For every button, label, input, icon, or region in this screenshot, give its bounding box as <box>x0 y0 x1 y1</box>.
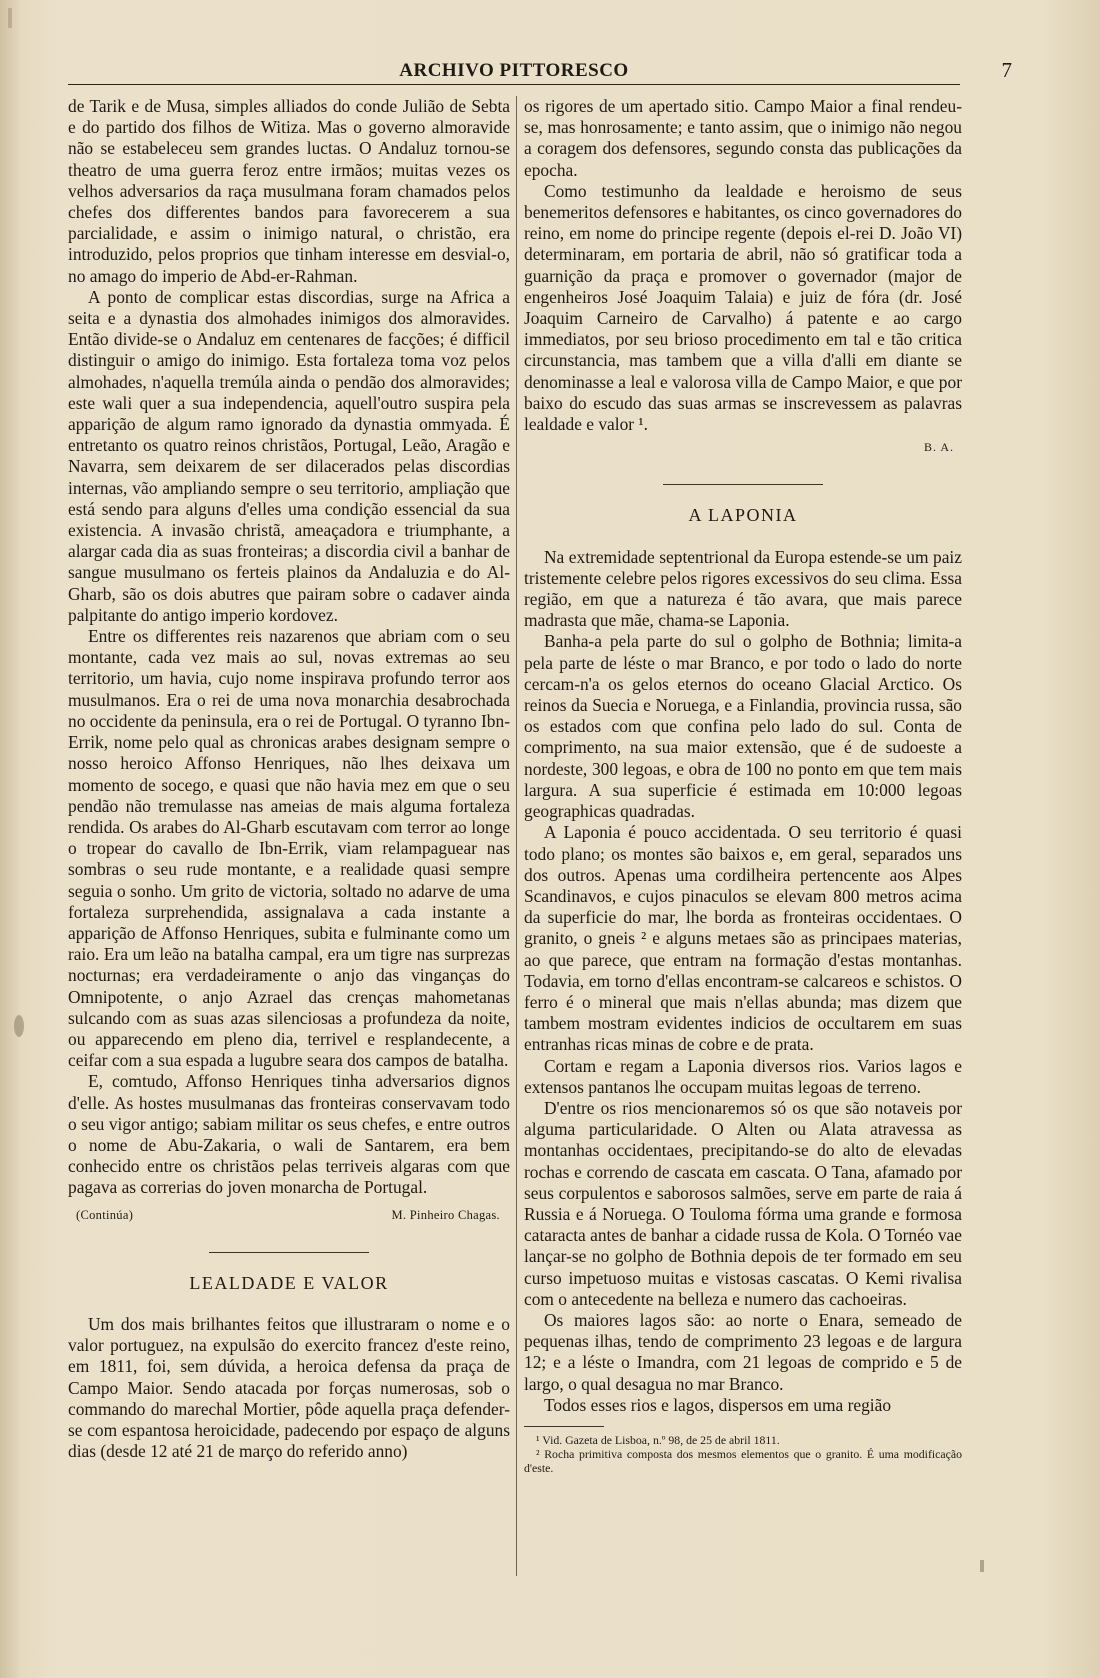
footnote: ¹ Vid. Gazeta de Lisboa, n.º 98, de 25 de abril 1811. <box>536 1432 780 1447</box>
paragraph: Cortam e regam a Laponia diversos rios. Varios lagos e extensos pantanos lhe occupam muitas legoas de terreno. <box>524 1055 962 1097</box>
paragraph: os rigores de um apertado sitio. Campo Maior a final rendeu-se, mas honrosamente; e tanto assim, que o inimigo não negou a coragem dos defensores, segundo consta das publicações da epocha. <box>524 96 962 180</box>
article-title: LEALDADE E VALOR <box>189 1272 389 1293</box>
section-divider <box>663 484 823 485</box>
continuation-note: (Continúa) <box>76 1207 134 1222</box>
article-title: A LAPONIA <box>688 505 798 526</box>
author-initials: B. A. <box>923 440 954 455</box>
paragraph: Como testimunho da lealdade e heroismo de seus benemeritos defensores e habitantes, os cinco governadores do reino, em nome do principe regente (depois el-rei D. João VI) determinaram, em portaria de abril, não só gratificar toda a guarnição da praça e promover o governador (major de engenheiros José Joaquim Talaia) e juiz de fóra (dr. José Joaquim Carneiro de Carvalho) á patente e ao cargo immediatos, por seu brioso procedimento em tal e tão critica circunstancia, mas tambem que a villa d'alli em diante se denominasse a leal e valorosa villa de Campo Maior, e que por baixo do escudo das suas armas se inscrevessem as palavras lealdade e valor ¹. <box>524 180 962 435</box>
running-title: ARCHIVO PITTORESCO <box>399 60 629 81</box>
footnote: ² Rocha primitiva composta dos mesmos elementos que o granito. É uma modificação d'este. <box>524 1446 962 1475</box>
paragraph: Todos esses rios e lagos, dispersos em uma região <box>544 1394 892 1415</box>
paragraph: Os maiores lagos são: ao norte o Enara, semeado de pequenas ilhas, tendo de comprimento 23 legoas e de largura 12; e a léste o Imandra, com 21 legoas de comprido e 5 de largo, o qual desagua no mar Branco. <box>524 1309 962 1394</box>
binding-hole <box>14 1015 24 1037</box>
paragraph: Entre os differentes reis nazarenos que abriam com o seu montante, cada vez mais ao sul, novas extremas ao seu territorio, um havia, cujo nome inspirava profundo terror aos musulmanos. Era o rei de uma nova monarchia desabrochada no occidente da peninsula, era o rei de Portugal. O tyranno Ibn-Errik, nome pelo qual as chronicas arabes designam sempre o nosso heroico Affonso Henriques, não lhes deixava um momento de socego, e quasi que não havia mez em que o seu pendão não tremulasse nas ameias de mais alguma fortaleza rendida. Os arabes do Al-Gharb escutavam com terror ao longe o tropear do cavallo de Ibn-Errik, viam relampaguear nas sombras o seu rude montante, e a realidade quasi sempre seguia o sonho. Um grito de victoria, soltado no adarve de uma fortaleza surprehendida, assignalava a cada instante a apparição de Affonso Henriques, subita e fulminante como um raio. Era um leão na batalha campal, era um tigre nas surprezas nocturnas; era verdadeiramente o anjo das vinganças do Omnipotente, o anjo Azrael das crenças mahometanas sulcando com as suas azas silenciosas a profundeza da noite, ou apparecendo em pleno dia, terrivel e resplandecente, a ceifar com a sua espada a lugubre seara dos campos de batalha. <box>68 626 510 1071</box>
paragraph: de Tarik e de Musa, simples alliados do conde Julião de Sebta e do partido dos filhos de Witiza. Mas o governo almoravide não se estabeleceu sem grandes luctas. O Andaluz tornou-se theatro de uma guerra feroz entre irmãos; muitas vezes os velhos adversarios da raça musulmana foram chamados pelos chefes dos differentes bandos para favorecerem a sua parcialidade, e assim o inimigo natural, o christão, era introduzido, pelos proprios que tinham interesse em desvial-o, no amago do imperio de Abd-er-Rahman. <box>68 96 510 286</box>
paragraph: Um dos mais brilhantes feitos que illustraram o nome e o valor portuguez, na expulsão do exercito francez d'este reino, em 1811, foi, sem dúvida, a heroica defensa da praça de Campo Maior. Sendo atacada por forças numerosas, sob o commando do marechal Mortier, pôde aquella praça defender-se com espantosa heroicidade, padecendo por espaço de alguns dias (desde 12 até 21 de março do referido anno) <box>68 1313 510 1462</box>
left-column <box>68 96 510 1462</box>
paragraph: A Laponia é pouco accidentada. O seu territorio é quasi todo plano; os montes são baixos e, em geral, separados uns dos outros. Apenas uma cordilheira pertencente aos Alpes Scandinavos, e cujos pinaculos se elevam 800 metros acima da superficie do mar, lhe borda as fronteiras occidentaes. O granito, o gneis ² e alguns metaes são as principaes materias, ao que parece, que entram na formação d'estas montanhas. Todavia, em torno d'ellas encontram-se calcareos e schistos. O ferro é o mineral que mais n'ellas abunda; mas dizem que tambem mostram evidentes indicios de occultarem em suas entranhas ricas minas de cobre e de prata. <box>524 822 962 1055</box>
paragraph: D'entre os rios mencionaremos só os que são notaveis por alguma particularidade. O Alten ou Alata atravessa as montanhas occidentaes, precipitando-se do alto de elevadas rochas e correndo de cascata em cascata. O Tana, afamado por seus corpulentos e saborosos salmões, serve em parte de raia á Russia e á Noruega. O Touloma fórma uma grande e formosa cataracta antes de banhar a cidade russa de Kola. O Tornéo vae lançar-se no golpho de Bothnia depois de ter formado em seu curso impetuoso muitas e vistosas cascatas. O Kemi rivalisa com o antecedente na belleza e numero das cachoeiras. <box>524 1097 962 1309</box>
page-header <box>68 58 1012 85</box>
footnote-divider <box>524 1426 604 1427</box>
section-divider <box>209 1252 369 1253</box>
paragraph: E, comtudo, Affonso Henriques tinha adversarios dignos d'elle. As hostes musulmanas das fronteiras conservavam todo o seu vigor antigo; sabiam militar os seus chefes, e entre outros o nome de Abu-Zakaria, o wali de Santarem, era bem conhecido entre os christãos pelas terriveis algaras com que pagava as correrias do joven monarcha de Portugal. <box>68 1071 510 1198</box>
right-column <box>524 96 962 1475</box>
author-name: M. Pinheiro Chagas. <box>391 1207 500 1222</box>
paragraph: Na extremidade septentrional da Europa estende-se um paiz tristemente celebre pelos rigores excessivos do seu clima. Essa região, em que a natureza é tão avara, que mais parece madrasta que mãe, chama-se Laponia. <box>524 546 962 631</box>
paragraph: A ponto de complicar estas discordias, surge na Africa a seita e a dynastia dos almohades inimigos dos almoravides. Então divide-se o Andaluz em centenares de facções; é difficil distinguir o amigo do inimigo. Esta fortaleza toma voz pelos almohades, n'aquella tremúla ainda o pendão dos almoravides; este wali quer a sua independencia, aquell'outro suspira pela apparição de algum ramo ignorado da dynastia ommyada. É entretanto os quatro reinos christãos, Portugal, Leão, Aragão e Navarra, sem deixarem de ser dilacerados pelas discordias internas, vão ampliando sempre o seu territorio, ampliação que está sendo para alguns d'elles uma condição essencial da sua existencia. A invasão christã, ameaçadora e triumphante, a alargar cada dia as suas fronteiras; a discordia civil a banhar de sangue musulmano os ferteis plainos da Andaluzia e do Al-Gharb, são os dois abutres que pairam sobre o cadaver ainda palpitante do antigo imperio kordovez. <box>68 286 510 625</box>
article-signature <box>76 1205 500 1226</box>
column-divider <box>516 96 517 1576</box>
paper-stain <box>8 8 12 28</box>
page-number: 7 <box>1001 58 1012 82</box>
paragraph: Banha-a pela parte do sul o golpho de Bothnia; limita-a pela parte de léste o mar Branco, e por todo o lado do norte cercam-n'a os gelos eternos do oceano Glacial Arctico. Os reinos da Suecia e Noruega, e a Finlandia, provincia russa, são os estados com que confina pelo lado do sul. Conta de comprimento, na sua maior extensão, que é de sudoeste a nordeste, 300 legoas, e obra de 100 no ponto em que tem mais largura. A sua superficie é estimada em 10:000 legoas geographicas quadradas. <box>524 631 962 822</box>
paper-mark <box>980 1560 984 1572</box>
footnotes <box>524 1433 962 1475</box>
